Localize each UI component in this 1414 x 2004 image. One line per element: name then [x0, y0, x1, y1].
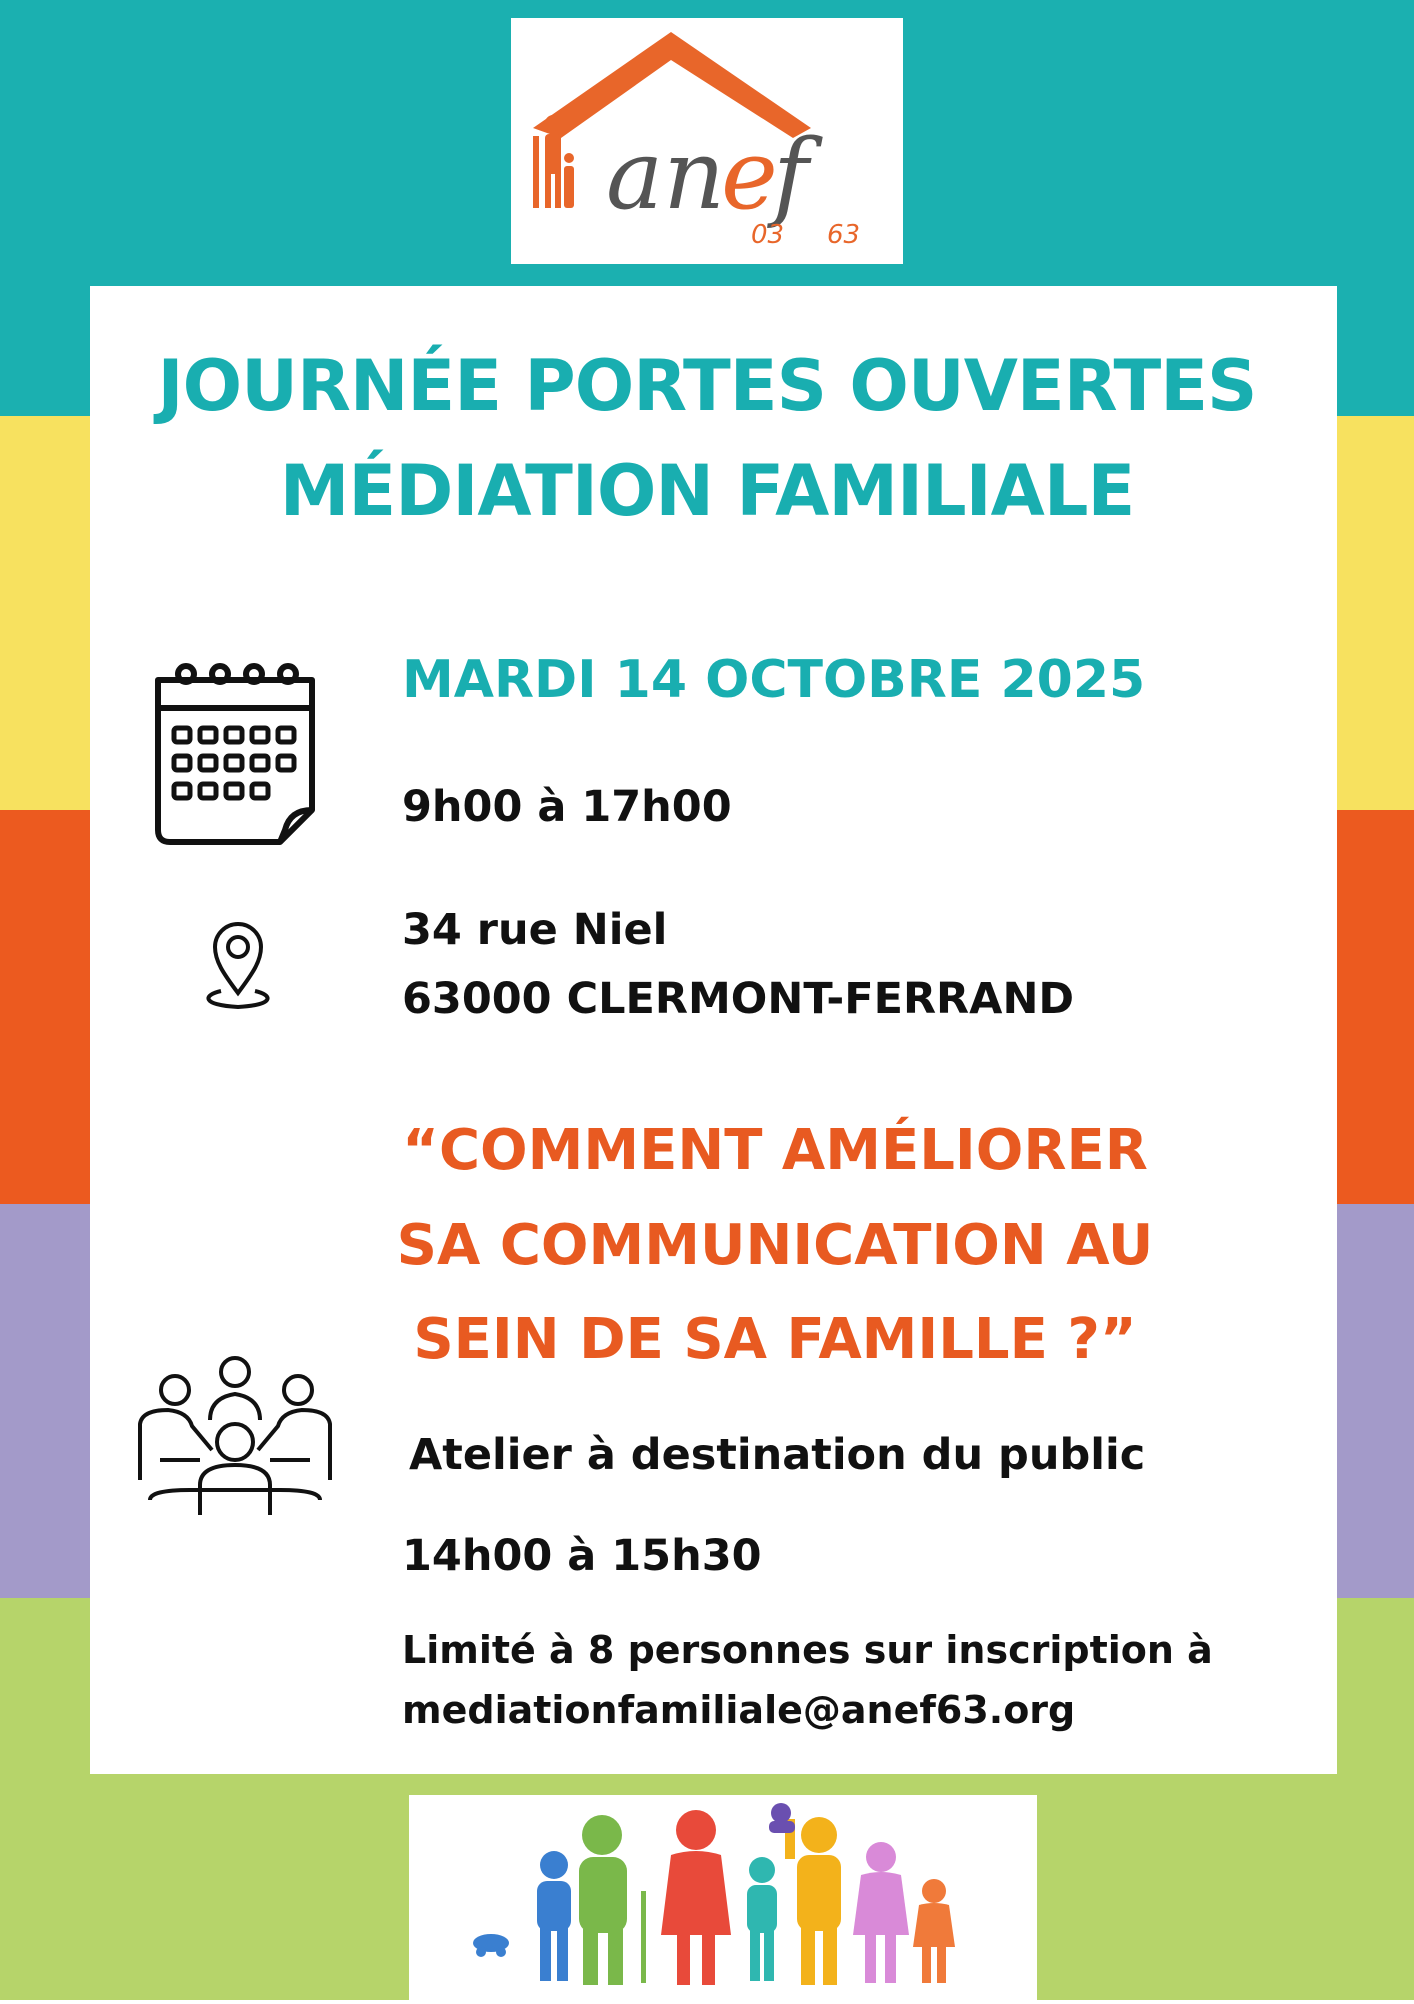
workshop-quote-line3: SEIN DE SA FAMILLE ?”	[413, 1307, 1137, 1372]
group-meeting-icon	[130, 1350, 340, 1524]
page-title-line2: MÉDIATION FAMILIALE	[279, 450, 1135, 532]
event-hours: 9h00 à 17h00	[402, 782, 732, 832]
registration-email[interactable]: mediationfamiliale@anef63.org	[402, 1688, 1076, 1732]
location-pin-icon	[193, 915, 283, 1019]
registration-note: Limité à 8 personnes sur inscription à	[402, 1628, 1213, 1672]
anef-house-logo	[511, 18, 903, 264]
event-date: MARDI 14 OCTOBRE 2025	[402, 650, 1146, 710]
workshop-quote-line1: “COMMENT AMÉLIORER	[402, 1118, 1148, 1183]
logo-text: an	[606, 119, 726, 231]
address-line1: 34 rue Niel	[402, 905, 668, 955]
logo-sub-right: 63	[827, 220, 861, 250]
anef-logo	[511, 18, 903, 264]
svg-text:e: e	[721, 119, 778, 231]
workshop-hours: 14h00 à 15h30	[402, 1531, 762, 1581]
workshop-quote-line2: SA COMMUNICATION AU	[396, 1213, 1154, 1278]
address-line2: 63000 CLERMONT-FERRAND	[402, 974, 1075, 1024]
workshop-audience: Atelier à destination du public	[409, 1430, 1146, 1480]
logo-sub-left: 03	[751, 220, 785, 250]
family-illustration	[409, 1795, 1037, 2000]
svg-text:f: f	[773, 119, 809, 231]
calendar-icon	[150, 660, 320, 854]
page-title-line1: JOURNÉE PORTES OUVERTES	[157, 345, 1257, 427]
